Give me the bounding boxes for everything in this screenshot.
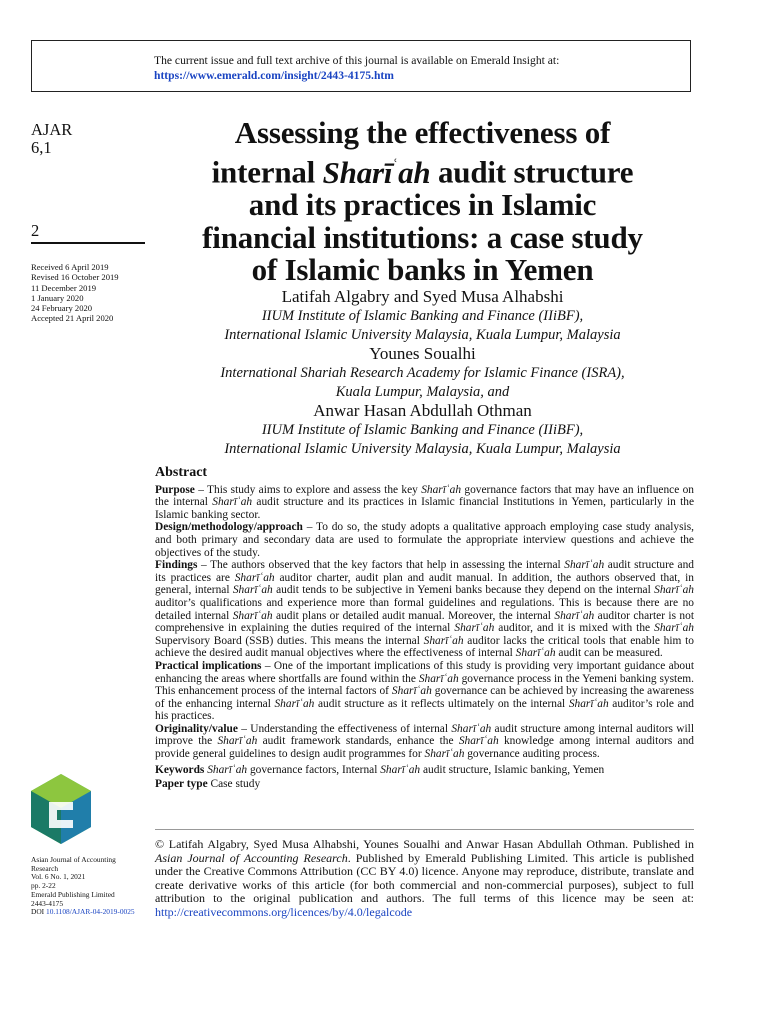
- purpose-text: – This study aims to explore and assess the key Sharīʿah governance factors that may have an influence on the internal Sharīʿah audit structure and its practices in Islamic financial Institutions in Yemen, particularly in the Islamic banking sector.: [155, 483, 694, 521]
- title-line-2: [150, 149, 695, 189]
- abstract-paper-type: [155, 778, 694, 791]
- title-sharia-a: Sharī: [322, 154, 393, 190]
- sharia-term: Sharīʿah: [568, 697, 609, 710]
- journal-url-link[interactable]: https://www.emerald.com/insight/2443-4175.htm: [154, 69, 394, 82]
- sharia-term: Sharīʿah: [391, 685, 432, 698]
- license-text-1: © Latifah Algabry, Syed Musa Alhabshi, Younes Soualhi and Anwar Hasan Abdullah Othman. Published in: [155, 837, 694, 851]
- pub-issue: Vol. 6 No. 1, 2021: [31, 872, 86, 882]
- journal-code: [31, 121, 72, 157]
- license-divider: [155, 829, 694, 830]
- author-affiliation: IIUM Institute of Islamic Banking and Finance (IIiBF),: [261, 422, 584, 438]
- sharia-term: Sharīʿah: [458, 735, 499, 748]
- journal-notice-box: [31, 40, 691, 92]
- sharia-term: Sharīʿah: [424, 748, 465, 761]
- sharia-term: Sharīʿah: [554, 609, 595, 622]
- sharia-term: Sharīʿah: [234, 571, 275, 584]
- title-line-3: and its practices in Islamic: [248, 187, 597, 223]
- journal-notice: [154, 53, 559, 83]
- date-revised-3: 1 January 2020: [31, 292, 84, 303]
- papertype-text: Case study: [207, 778, 261, 791]
- author-affiliation: International Islamic University Malaysia, Kuala Lumpur, Malaysia: [224, 326, 621, 343]
- sharia-term: Sharīʿah: [515, 647, 556, 660]
- design-label: Design/methodology/approach: [155, 521, 303, 534]
- author-name: Younes Soualhi: [369, 344, 476, 363]
- keywords-text: Sharīʿah governance factors, Internal Sharīʿah audit structure, Islamic banking, Yemen: [207, 763, 605, 776]
- pub-publisher: Emerald Publishing Limited: [31, 889, 115, 899]
- title-text: internal: [211, 154, 323, 190]
- date-accepted: Accepted 21 April 2020: [31, 313, 114, 324]
- pub-doi: [31, 908, 143, 917]
- sharia-term: Sharīʿah: [454, 622, 495, 635]
- title-line-4: financial institutions: a case study: [202, 219, 643, 255]
- page-number-rule: [31, 242, 145, 244]
- journal-abbr: AJAR: [31, 120, 73, 139]
- history-dates: [31, 262, 119, 324]
- date-revised-4: 24 February 2020: [31, 303, 93, 314]
- abstract-originality: [155, 723, 694, 761]
- pub-pages: pp. 2-22: [31, 881, 56, 891]
- author-affiliation: IIUM Institute of Islamic Banking and Finance (IIiBF),: [261, 308, 584, 324]
- sharia-term: Sharīʿah: [380, 763, 421, 776]
- author-affiliation: Kuala Lumpur, Malaysia, and: [335, 383, 510, 400]
- author-affiliation: International Islamic University Malaysia, Kuala Lumpur, Malaysia: [224, 440, 621, 457]
- date-revised-2: 11 December 2019: [31, 282, 97, 293]
- purpose-label: Purpose: [155, 483, 195, 496]
- sharia-term: Sharīʿah: [421, 483, 462, 496]
- license-block: [155, 838, 694, 920]
- findings-text: – The authors observed that the key factors that help in assessing the internal Sharīʿah audit structure and its practices are Sharīʿah auditor charter, audit plan and audit manual. In addition, the authors observed that, in general, internal Sharīʿah audit tends to be subjective in Yemeni banks because they depend on the internal Sharīʿah auditor’s qualifications and experience more than formal guidelines and regulations. This is because there are no detailed internal Sharīʿah audit plans or detailed audit manual. Moreover, the internal Sharīʿah auditor charter is not comprehensive in explaining the duties required of the internal Sharīʿah auditor, and it is mixed with the Sharīʿah Supervisory Board (SSB) duties. This means the internal Sharīʿah auditor lacks the critical tools that enable him to achieve the desired audit manual objectives where the effectiveness of internal Sharīʿah audit can be measured.: [155, 559, 694, 660]
- license-text-2: . Published by Emerald Publishing Limited. This article is published under the Creative Commons Attribution (CC BY 4.0) licence. Anyone may reproduce, distribute, translate and create derivative works of this article (for both commercial and non-commercial purposes), subject to full attribution to the original publication and authors. The full terms of this licence may be seen at:: [155, 850, 694, 906]
- abstract: [155, 467, 694, 791]
- abstract-purpose: [155, 484, 694, 522]
- sharia-term: Sharīʿah: [418, 672, 459, 685]
- notice-text: The current issue and full text archive of this journal is available on Emerald Insight at:: [154, 54, 560, 67]
- abstract-findings: [155, 559, 694, 660]
- findings-label: Findings: [155, 559, 198, 572]
- pub-issn: 2443-4175: [31, 898, 64, 908]
- page-number: 2: [31, 221, 40, 240]
- sharia-term: Sharīʿah: [654, 622, 694, 635]
- sharia-term: Sharīʿah: [274, 697, 315, 710]
- abstract-design: [155, 521, 694, 559]
- author-affiliation: International Shariah Research Academy for Islamic Finance (ISRA),: [220, 365, 625, 381]
- journal-volume: 6,1: [31, 138, 52, 157]
- sharia-term: Sharīʿah: [451, 722, 492, 735]
- papertype-label: Paper type: [155, 778, 208, 791]
- originality-label: Originality/value: [155, 722, 238, 735]
- sharia-term: Sharīʿah: [217, 735, 258, 748]
- title-sharia: [323, 155, 431, 190]
- sharia-term: Sharīʿah: [207, 763, 248, 776]
- keywords-label: Keywords: [155, 763, 205, 776]
- author-block: [150, 287, 695, 458]
- title-line-1: Assessing the effectiveness of: [234, 115, 611, 150]
- publication-info: [31, 856, 143, 917]
- sharia-term: Sharīʿah: [654, 584, 694, 597]
- paper-title: [150, 117, 695, 286]
- title-sharia-b: ah: [398, 154, 431, 190]
- license-url-link[interactable]: http://creativecommons.org/licences/by/4.0/legalcode: [155, 904, 413, 919]
- author-name: Latifah Algabry and Syed Musa Alhabshi: [281, 287, 564, 306]
- sharia-term: Sharīʿah: [423, 634, 464, 647]
- practical-label: Practical implications: [155, 659, 262, 672]
- title-line-5: of Islamic banks in Yemen: [251, 251, 594, 287]
- abstract-heading: Abstract: [155, 465, 208, 480]
- sharia-term: Sharīʿah: [564, 559, 605, 572]
- sharia-term: Sharīʿah: [232, 609, 273, 622]
- date-received: Received 6 April 2019: [31, 262, 109, 272]
- title-sharia-ayn: ʿ: [392, 155, 399, 176]
- originality-text: – Understanding the effectiveness of internal Sharīʿah audit structure among internal auditors will improve the Sharīʿah audit framework standards, enhance the Sharīʿah knowledge among internal auditors and provide general guidelines to design audit programmes for Sharīʿah governance auditing process.: [155, 722, 694, 761]
- date-revised: Revised 16 October 2019: [31, 272, 119, 283]
- pub-journal: Asian Journal of Accounting Research: [31, 855, 116, 873]
- doi-label: DOI: [31, 907, 45, 917]
- doi-link[interactable]: 10.1108/AJAR-04-2019-0025: [46, 907, 135, 917]
- journal-logo-icon: [31, 774, 91, 844]
- abstract-practical: [155, 660, 694, 723]
- sharia-term: Sharīʿah: [232, 584, 273, 597]
- design-text: – To do so, the study adopts a qualitative approach employing case study analysis, and both primary and secondary data are used to formulate the appropriate interview questions and achieve the objectives of the study.: [155, 521, 694, 559]
- author-name: Anwar Hasan Abdullah Othman: [313, 401, 532, 420]
- practical-text: – One of the important implications of this study is providing very important guidance about enhancing the areas where shortfalls are found within the Sharīʿah governance process in the Yemeni banking system. This enhancement process of the internal factors of Sharīʿah governance can be achieved by increasing the awareness of the enhancing internal Sharīʿah audit structure as it reflects ultimately on the internal Sharīʿah auditor’s role and his practices.: [155, 659, 694, 723]
- license-journal: Asian Journal of Accounting Research: [155, 850, 348, 865]
- abstract-keywords: [155, 764, 694, 777]
- sharia-term: Sharīʿah: [212, 496, 253, 509]
- title-text-2: audit structure: [430, 154, 634, 190]
